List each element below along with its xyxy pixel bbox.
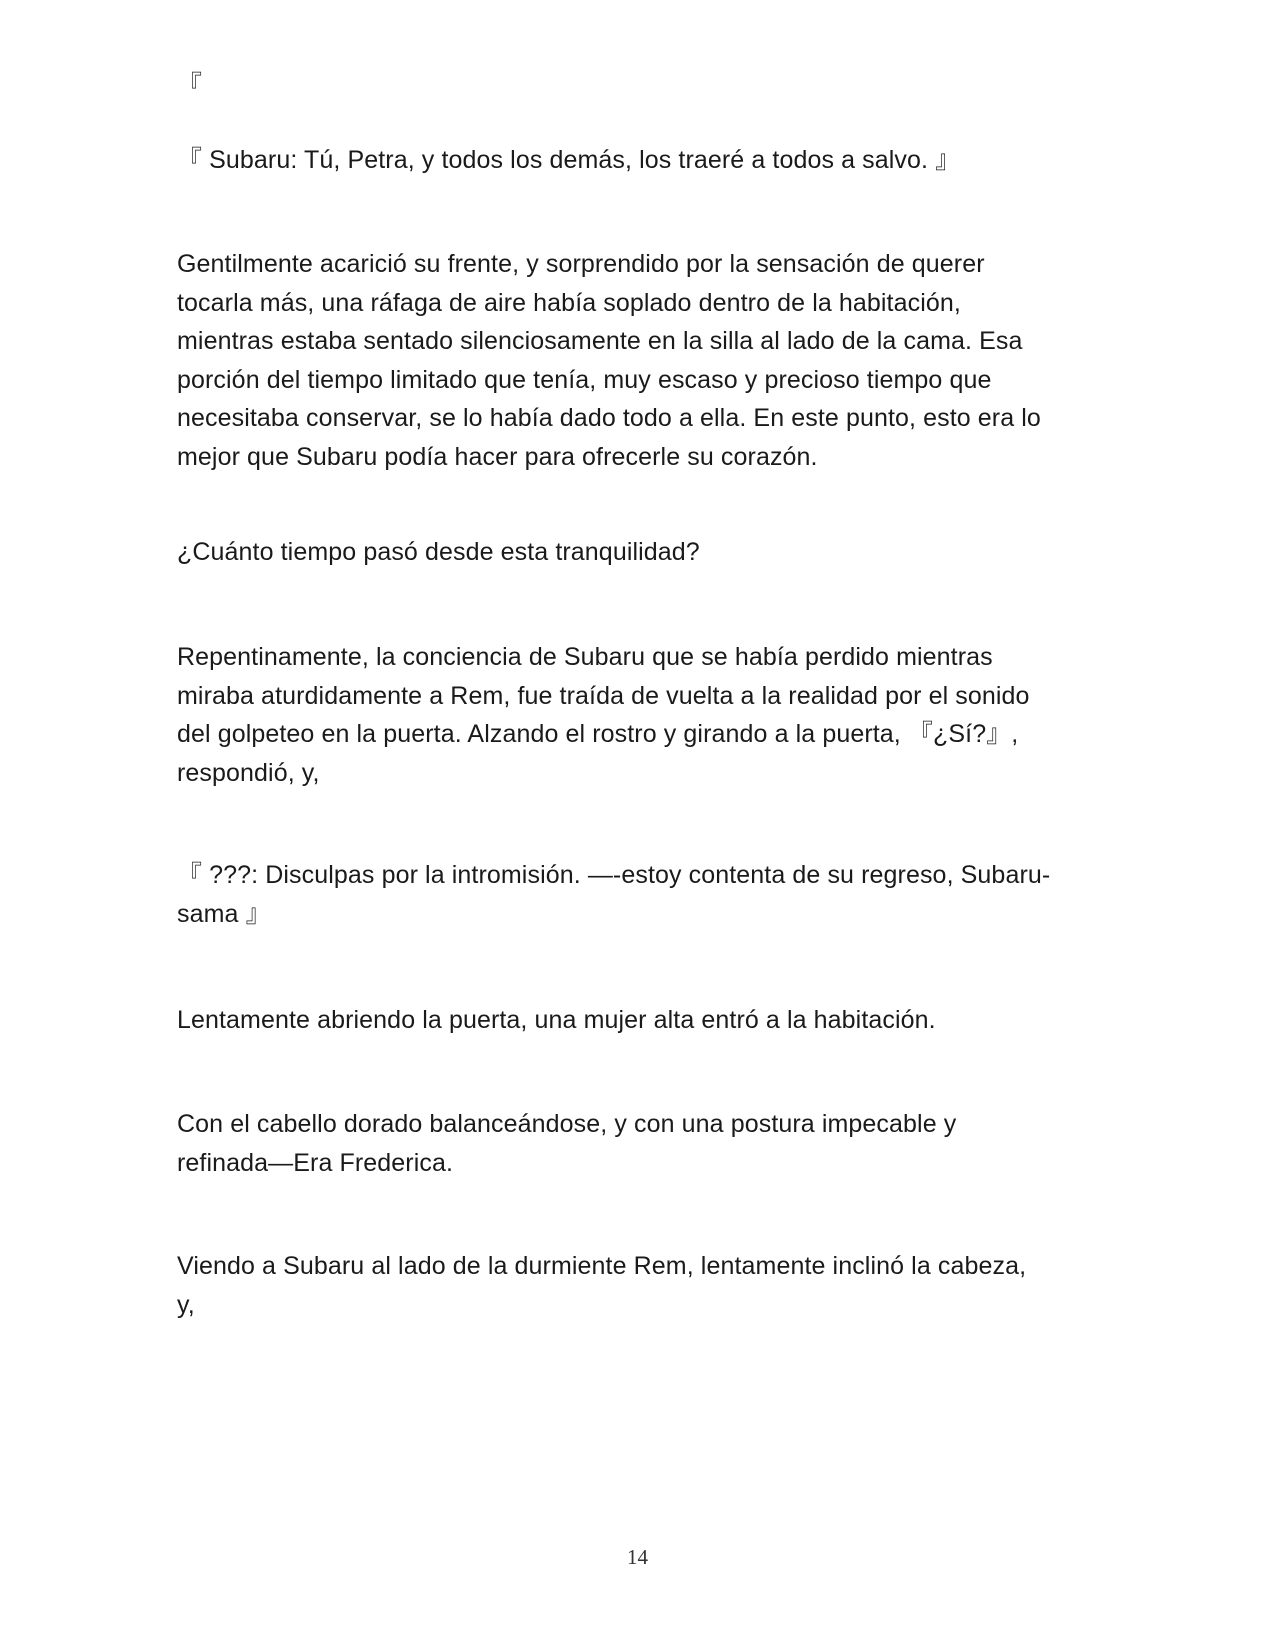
text-line: del golpeteo en la puerta. Alzando el rostro y girando a la puerta, 『¿Sí?』, [177, 720, 1019, 748]
text-line: 『 Subaru: Tú, Petra, y todos los demás, los traeré a todos a salvo. 』 [177, 146, 961, 174]
text-line: ¿Cuánto tiempo pasó desde esta tranquilidad? [177, 538, 700, 566]
text-line: necesitaba conservar, se lo había dado todo a ella. En este punto, esto era lo [177, 404, 1041, 432]
text-line: Con el cabello dorado balanceándose, y con una postura impecable y [177, 1110, 957, 1138]
text-line: Viendo a Subaru al lado de la durmiente Rem, lentamente inclinó la cabeza, [177, 1252, 1027, 1280]
paragraph-caress [177, 245, 1107, 476]
text-line: respondió, y, [177, 758, 320, 787]
text-line: Repentinamente, la conciencia de Subaru que se había perdido mientras [177, 643, 993, 671]
text-line: y, [177, 1290, 195, 1319]
paragraph-question [177, 533, 1107, 572]
text-line: Gentilmente acarició su frente, y sorprendido por la sensación de querer [177, 250, 985, 278]
paragraph-opening-bracket [177, 66, 1107, 105]
paragraph-frederica-description [177, 1105, 1107, 1182]
paragraph-subaru-dialogue [177, 141, 1107, 180]
paragraph-door-opens [177, 1001, 1107, 1040]
text-line: miraba aturdidamente a Rem, fue traída de vuelta a la realidad por el sonido [177, 681, 1030, 710]
text-line: refinada—Era Frederica. [177, 1148, 454, 1177]
text-line: 『 [177, 71, 203, 99]
paragraph-frederica-dialogue [177, 856, 1107, 933]
text-line: mientras estaba sentado silenciosamente en la silla al lado de la cama. Esa [177, 327, 1023, 355]
text-line: tocarla más, una ráfaga de aire había soplado dentro de la habitación, [177, 288, 961, 317]
text-line: mejor que Subaru podía hacer para ofrecerle su corazón. [177, 442, 818, 471]
paragraph-bow [177, 1247, 1107, 1324]
text-line: porción del tiempo limitado que tenía, muy escaso y precioso tiempo que [177, 365, 992, 394]
text-line: sama 』 [177, 899, 271, 928]
text-line: 『 ???: Disculpas por la intromisión. —-estoy contenta de su regreso, Subaru- [177, 861, 1051, 889]
text-line: Lentamente abriendo la puerta, una mujer alta entró a la habitación. [177, 1006, 936, 1034]
paragraph-knock [177, 638, 1107, 792]
page-number: 14 [627, 1545, 648, 1569]
